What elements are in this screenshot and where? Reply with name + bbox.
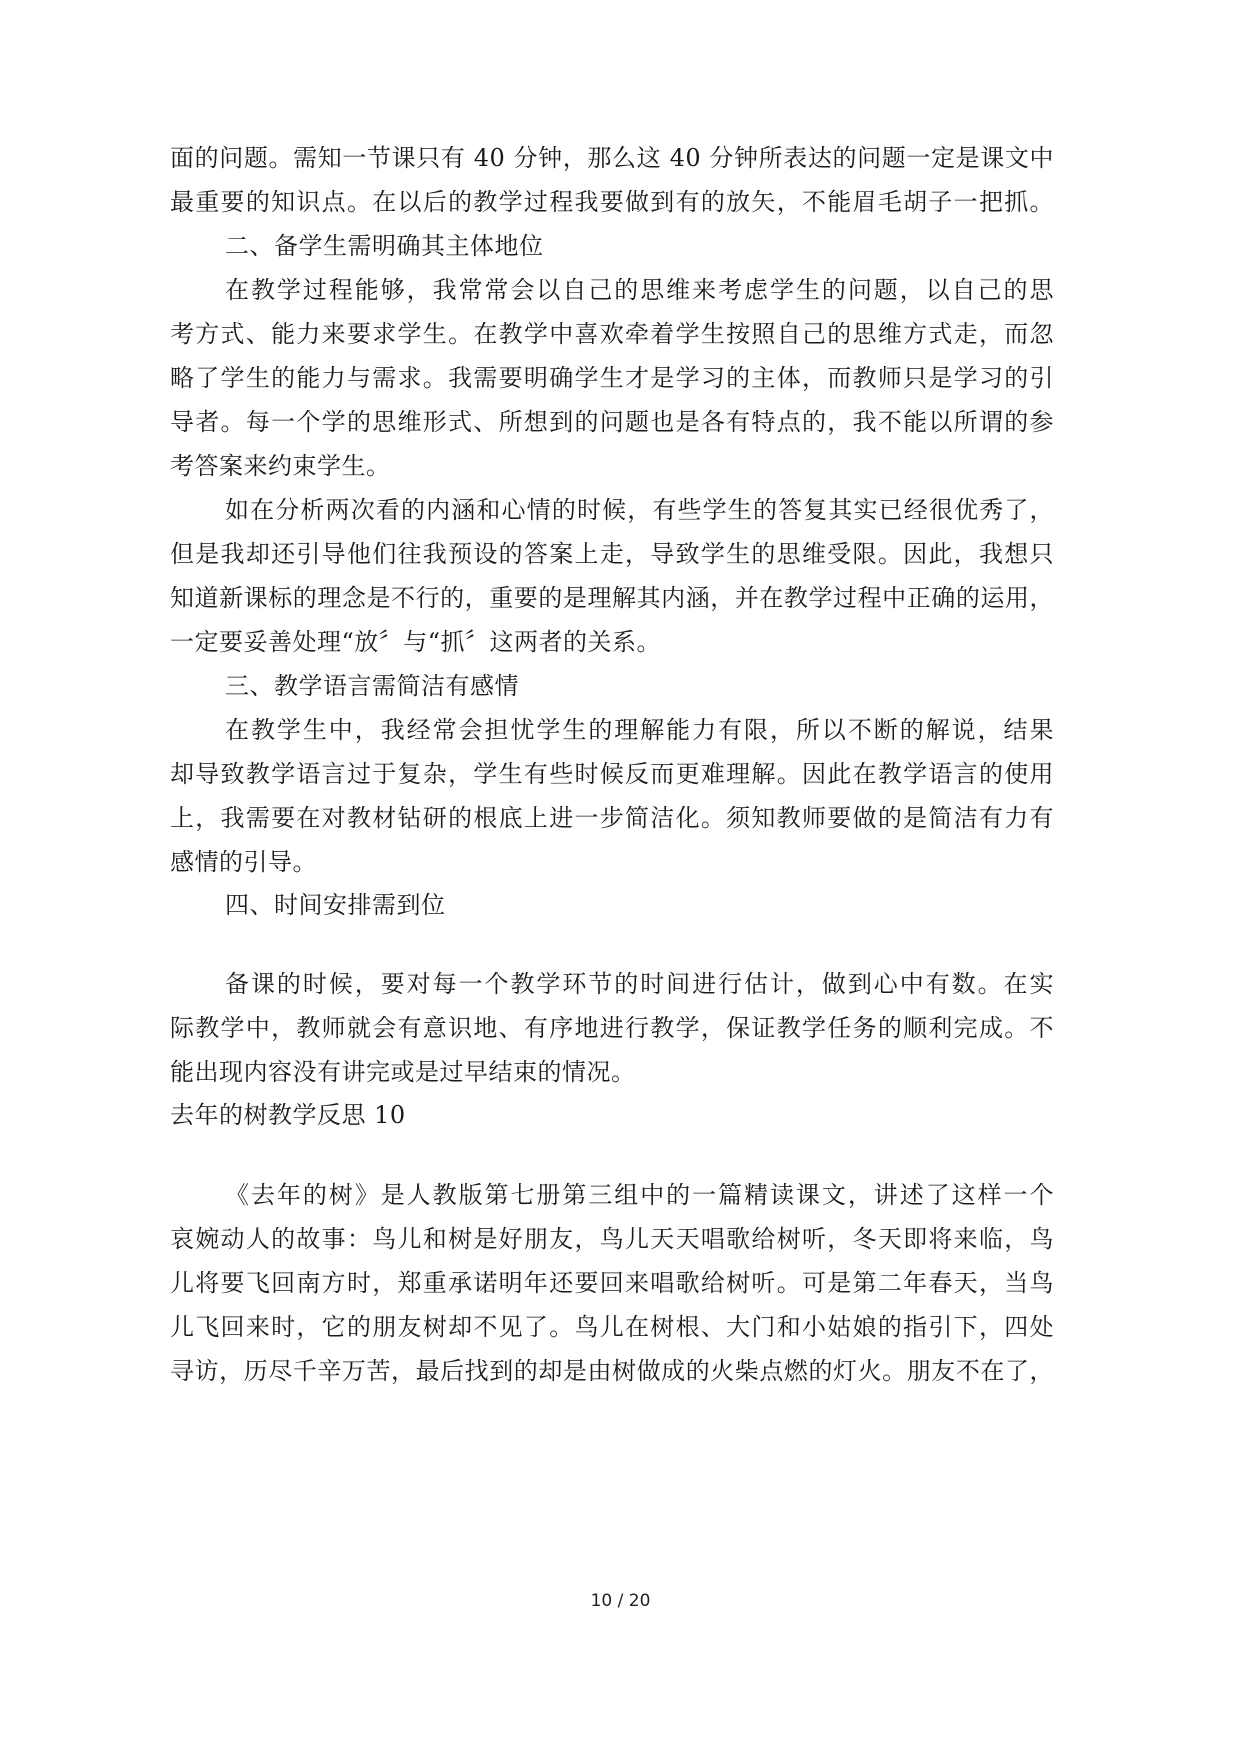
body-text-line: 考方式、能力来要求学生。在教学中喜欢牵着学生按照自己的思维方式走，而忽	[170, 320, 1054, 348]
body-text-line: 儿飞回来时，它的朋友树却不见了。鸟儿在树根、大门和小姑娘的指引下，四处	[170, 1313, 1054, 1341]
body-text-line: 略了学生的能力与需求。我需要明确学生才是学习的主体，而教师只是学习的引	[170, 364, 1054, 392]
body-text-line: 知道新课标的理念是不行的，重要的是理解其内涵，并在教学过程中正确的运用，	[170, 584, 1054, 612]
body-text-line: 最重要的知识点。在以后的教学过程我要做到有的放矢，不能眉毛胡子一把抓。	[170, 188, 1054, 216]
body-text-line: 却导致教学语言过于复杂，学生有些时候反而更难理解。因此在教学语言的使用	[170, 760, 1054, 788]
body-text-line: 哀婉动人的故事：鸟儿和树是好朋友，鸟儿天天唱歌给树听，冬天即将来临，鸟	[170, 1225, 1054, 1253]
body-text-line: 如在分析两次看的内涵和心情的时候，有些学生的答复其实已经很优秀了，	[225, 496, 1054, 524]
body-text-line: 备课的时候，要对每一个教学环节的时间进行估计，做到心中有数。在实	[225, 970, 1054, 998]
body-text-line: 在教学生中，我经常会担忧学生的理解能力有限，所以不断的解说，结果	[225, 716, 1054, 744]
body-text-line: 际教学中，教师就会有意识地、有序地进行教学，保证教学任务的顺利完成。不	[170, 1014, 1054, 1042]
body-text-line: 感情的引导。	[170, 848, 317, 876]
body-text-line: 面的问题。需知一节课只有 40 分钟，那么这 40 分钟所表达的问题一定是课文中	[170, 144, 1054, 172]
article-title: 去年的树教学反思 10	[170, 1101, 406, 1129]
body-text-line: 能出现内容没有讲完或是过早结束的情况。	[170, 1058, 636, 1086]
body-text-line: 考答案来约束学生。	[170, 452, 391, 480]
body-text-line: 儿将要飞回南方时，郑重承诺明年还要回来唱歌给树听。可是第二年春天，当鸟	[170, 1269, 1054, 1297]
body-text-line: 但是我却还引导他们往我预设的答案上走，导致学生的思维受限。因此，我想只	[170, 540, 1054, 568]
body-text-line: 导者。每一个学的思维形式、所想到的问题也是各有特点的，我不能以所谓的参	[170, 408, 1054, 436]
section-heading: 二、备学生需明确其主体地位	[225, 232, 544, 260]
body-text-line: 上，我需要在对教材钻研的根底上进一步简洁化。须知教师要做的是简洁有力有	[170, 804, 1054, 832]
section-heading: 三、教学语言需简洁有感情	[225, 672, 519, 700]
body-text-line: 一定要妥善处理“放〞与“抓〞这两者的关系。	[170, 628, 662, 656]
body-text-line: 在教学过程能够，我常常会以自己的思维来考虑学生的问题，以自己的思	[225, 276, 1054, 304]
page-number: 10 / 20	[590, 1591, 651, 1611]
body-text-line: 寻访，历尽千辛万苦，最后找到的却是由树做成的火柴点燃的灯火。朋友不在了，	[170, 1357, 1054, 1385]
section-heading: 四、时间安排需到位	[225, 891, 446, 919]
body-text-line: 《去年的树》是人教版第七册第三组中的一篇精读课文，讲述了这样一个	[225, 1181, 1054, 1209]
